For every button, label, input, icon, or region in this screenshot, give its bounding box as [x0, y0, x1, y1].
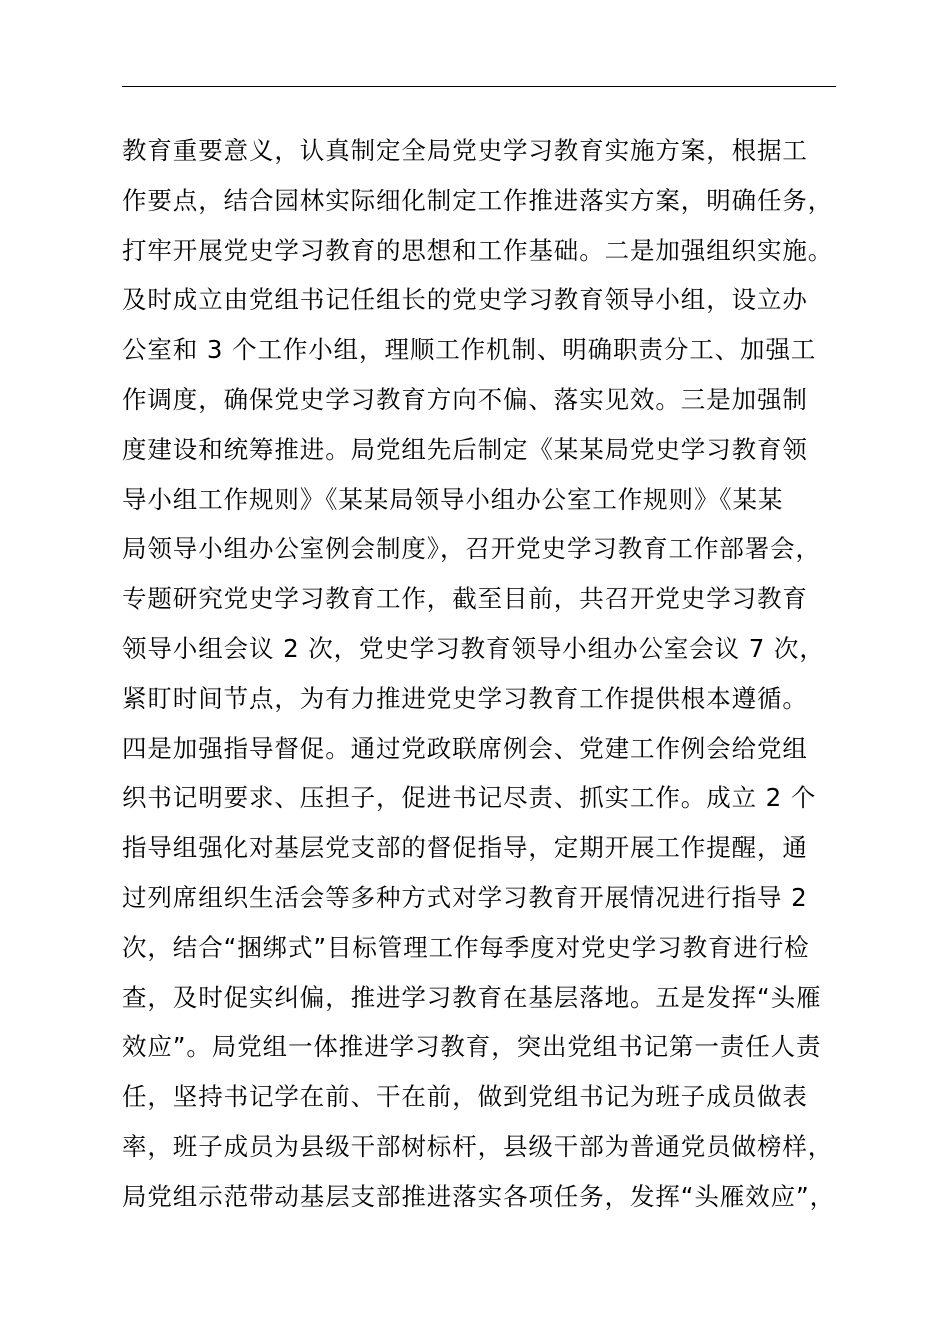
text-line: 次，结合“捆绑式”目标管理工作每季度对党史学习教育进行检	[122, 932, 810, 962]
text-line: 作要点，结合园林实际细化制定工作推进落实方案，明确任务，	[122, 185, 834, 215]
text-line: 度建设和统筹推进。局党组先后制定《某某局党史学习教育领	[122, 434, 808, 464]
body-text	[122, 126, 862, 1222]
text-line: 领导小组会议 2 次，党史学习教育领导小组办公室会议 7 次，	[122, 633, 825, 663]
text-line: 四是加强指导督促。通过党政联席例会、党建工作例会给党组	[122, 733, 808, 763]
text-line: 查，及时促实纠偏，推进学习教育在基层落地。五是发挥“头雁	[122, 982, 822, 1012]
text-line: 作调度，确保党史学习教育方向不偏、落实见效。三是加强制	[122, 384, 808, 414]
text-line: 教育重要意义，认真制定全局党史学习教育实施方案，根据工	[122, 136, 808, 165]
header-rule	[122, 86, 836, 87]
text-line: 局党组示范带动基层支部推进落实各项任务，发挥“头雁效应”，	[122, 1181, 835, 1211]
text-line: 织书记明要求、压担子，促进书记尽责、抓实工作。成立 2 个	[122, 783, 817, 813]
text-line: 导小组工作规则》《某某局领导小组办公室工作规则》《某某	[122, 484, 784, 514]
text-line: 紧盯时间节点，为有力推进党史学习教育工作提供根本遵循。	[122, 683, 808, 713]
text-line: 过列席组织生活会等多种方式对学习教育开展情况进行指导 2	[122, 882, 808, 912]
text-line: 专题研究党史学习教育工作，截至目前，共召开党史学习教育	[122, 584, 808, 614]
text-line: 效应”。局党组一体推进学习教育，突出党组书记第一责任人责	[122, 1032, 822, 1062]
text-line: 任，坚持书记学在前、干在前，做到党组书记为班子成员做表	[122, 1082, 808, 1112]
text-line: 局领导小组办公室例会制度》，召开党史学习教育工作部署会，	[122, 534, 821, 564]
text-line: 指导组强化对基层党支部的督促指导，定期开展工作提醒，通	[122, 833, 808, 863]
text-line: 公室和 3 个工作小组，理顺工作机制、明确职责分工、加强工	[122, 335, 817, 365]
text-line: 及时成立由党组书记任组长的党史学习教育领导小组，设立办	[122, 285, 808, 315]
text-line: 率，班子成员为县级干部树标杆，县级干部为普通党员做榜样，	[122, 1131, 834, 1161]
text-line: 打牢开展党史学习教育的思想和工作基础。二是加强组织实施。	[122, 235, 834, 265]
